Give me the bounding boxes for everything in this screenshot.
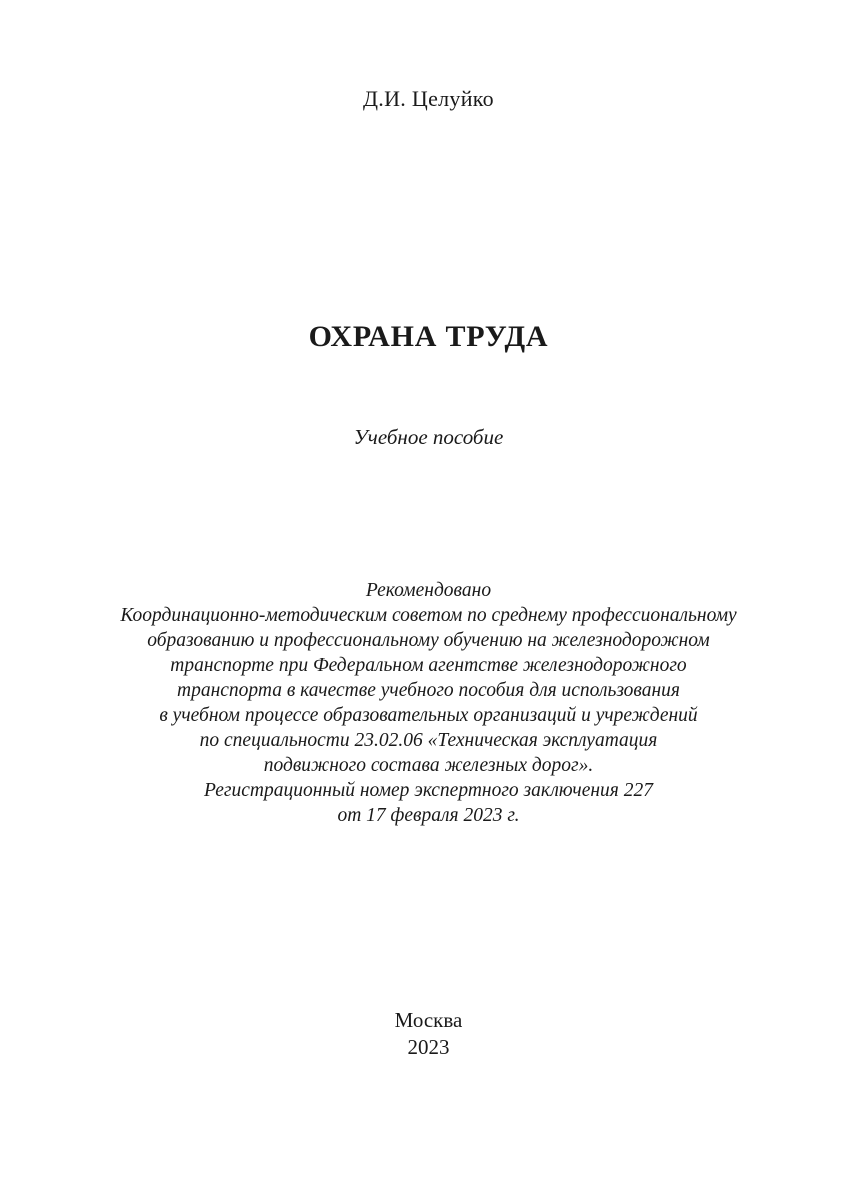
recommendation-line: транспорта в качестве учебного пособия для использования bbox=[176, 680, 680, 701]
publication-city: Москва bbox=[394, 1008, 463, 1032]
recommendation-line: подвижного состава железных дорог». bbox=[263, 755, 594, 776]
recommendation-line: от 17 февраля 2023 г. bbox=[337, 805, 520, 826]
recommendation-line: по специальности 23.02.06 «Техническая эксплуатация bbox=[199, 730, 658, 751]
recommendation-line: Рекомендовано bbox=[365, 580, 492, 601]
recommendation-line: транспорте при Федеральном агентстве железнодорожного bbox=[170, 655, 687, 676]
book-title: ОХРАНА ТРУДА bbox=[308, 320, 549, 353]
publication-year: 2023 bbox=[407, 1035, 450, 1059]
recommendation-line: Регистрационный номер экспертного заключения 227 bbox=[204, 780, 653, 801]
recommendation-line: образованию и профессиональному обучению на железнодорожном bbox=[147, 630, 710, 651]
recommendation-block bbox=[60, 578, 797, 828]
recommendation-line: Координационно-методическим советом по среднему профессиональному bbox=[120, 605, 737, 626]
book-subtitle: Учебное пособие bbox=[353, 425, 504, 449]
recommendation-line: в учебном процессе образовательных организаций и учреждений bbox=[159, 705, 698, 726]
author-name: Д.И. Целуйко bbox=[363, 86, 494, 111]
